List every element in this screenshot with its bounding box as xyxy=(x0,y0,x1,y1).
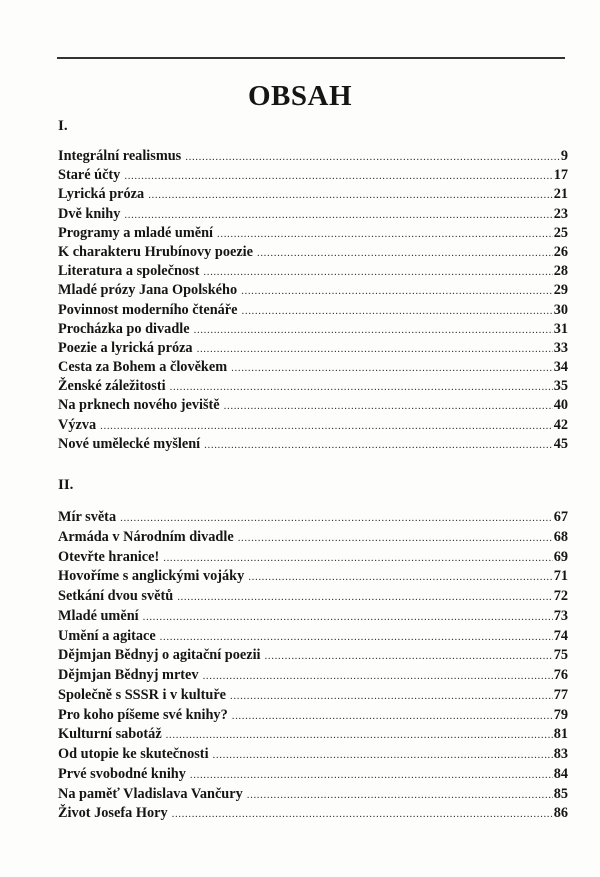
toc-entry-page: 9 xyxy=(560,148,568,164)
dot-leader xyxy=(160,631,553,643)
toc-entry-page: 83 xyxy=(553,746,568,762)
toc-entry-title: Prvé svobodné knihy xyxy=(58,765,186,782)
dot-leader xyxy=(177,591,553,603)
toc-entry-title: Programy a mladé umění xyxy=(58,224,213,241)
dot-leader xyxy=(232,710,553,722)
toc-entry-title: Ženské záležitosti xyxy=(58,378,166,395)
toc-entry-page: 86 xyxy=(553,805,568,822)
toc-entry-page: 25 xyxy=(553,224,568,241)
toc-entry xyxy=(58,509,568,529)
toc-entry-page: 33 xyxy=(553,339,568,356)
toc-entry xyxy=(58,588,568,608)
dot-leader xyxy=(170,381,553,393)
dot-leader xyxy=(230,690,553,702)
toc-entry-page: 30 xyxy=(553,301,568,318)
toc-entry xyxy=(58,568,568,588)
toc-entry xyxy=(58,667,568,687)
toc-entry xyxy=(58,186,568,205)
toc-entry-page: 67 xyxy=(553,509,568,525)
dot-leader xyxy=(124,209,552,221)
toc-entry xyxy=(58,340,568,359)
toc-entry-title: Kulturní sabotáž xyxy=(58,726,162,743)
toc-entry xyxy=(58,726,568,746)
toc-entry xyxy=(58,707,568,727)
dot-leader xyxy=(248,571,552,583)
toc-entry-title: Život Josefa Hory xyxy=(58,805,168,822)
dot-leader xyxy=(185,151,560,163)
toc-entry-page: 73 xyxy=(553,607,568,624)
toc-entry xyxy=(58,397,568,416)
toc-entry-title: Od utopie ke skutečnosti xyxy=(58,746,209,762)
toc-entry-title: Společně s SSSR i v kultuře xyxy=(58,686,227,703)
dot-leader xyxy=(120,512,553,524)
dot-leader xyxy=(203,266,552,278)
dot-leader xyxy=(242,305,553,317)
dot-leader xyxy=(194,324,553,336)
toc-entry-page: 45 xyxy=(553,435,568,452)
toc-entry-page: 40 xyxy=(553,397,568,414)
toc-entry xyxy=(58,167,568,186)
toc-entry-page: 76 xyxy=(553,667,568,683)
toc-entry-page: 26 xyxy=(553,243,568,260)
toc-entry-page: 69 xyxy=(553,548,568,565)
toc-entry-title: Dějmjan Bědnyj mrtev xyxy=(58,667,199,683)
toc-entry xyxy=(58,302,568,321)
toc-entry xyxy=(58,263,568,282)
toc-entry xyxy=(58,359,568,378)
toc-entry-title: K charakteru Hrubínovy poezie xyxy=(58,243,253,260)
toc-entry-title: Pro koho píšeme své knihy? xyxy=(58,706,228,723)
section-heading-1: I. xyxy=(58,118,68,134)
toc-entry-title: Integrální realismus xyxy=(58,148,182,164)
toc-entry-page: 31 xyxy=(553,320,568,337)
toc-entry-title: Literatura a společnost xyxy=(58,263,200,280)
dot-leader xyxy=(163,552,552,564)
dot-leader xyxy=(190,769,553,781)
toc-entry xyxy=(58,321,568,340)
toc-entry-title: Armáda v Národním divadle xyxy=(58,528,234,545)
dot-leader xyxy=(217,228,553,240)
toc-entry-title: Dvě knihy xyxy=(58,205,121,222)
toc-entry-title: Lyrická próza xyxy=(58,186,145,203)
toc-entry-page: 74 xyxy=(553,627,568,644)
dot-leader xyxy=(231,362,553,374)
toc-entry xyxy=(58,805,568,825)
toc-entry xyxy=(58,549,568,569)
toc-entry xyxy=(58,608,568,628)
toc-entry-title: Nové umělecké myšlení xyxy=(58,435,201,452)
section-heading-2: II. xyxy=(58,477,74,493)
toc-entry-title: Výzva xyxy=(58,416,97,433)
toc-entry-page: 29 xyxy=(553,282,568,299)
toc-entry-title: Otevřte hranice! xyxy=(58,548,160,565)
toc-entry xyxy=(58,148,568,167)
toc-entry xyxy=(58,417,568,436)
dot-leader xyxy=(172,808,553,820)
toc-entry xyxy=(58,244,568,263)
dot-leader xyxy=(224,400,553,412)
toc-entry xyxy=(58,746,568,766)
toc-entry-page: 21 xyxy=(553,186,568,203)
toc-entry xyxy=(58,647,568,667)
toc-entry-title: Na paměť Vladislava Vančury xyxy=(58,785,243,802)
toc-entry xyxy=(58,786,568,806)
dot-leader xyxy=(143,611,553,623)
toc-entry-page: 79 xyxy=(553,706,568,723)
toc-entry-page: 23 xyxy=(553,205,568,222)
dot-leader xyxy=(265,650,553,662)
toc-entry-page: 17 xyxy=(553,167,568,184)
top-rule xyxy=(57,57,565,59)
dot-leader xyxy=(247,789,553,801)
toc-entry-title: Staré účty xyxy=(58,167,121,184)
toc-entry-title: Dějmjan Bědnyj o agitační poezii xyxy=(58,647,261,664)
toc-entry-title: Setkání dvou světů xyxy=(58,588,174,604)
toc-entry-page: 35 xyxy=(553,378,568,395)
toc-entry-page: 68 xyxy=(553,528,568,545)
toc-entry-title: Mladé prózy Jana Opolského xyxy=(58,282,238,299)
toc-entry xyxy=(58,687,568,707)
toc-entry xyxy=(58,436,568,455)
toc-entry-title: Procházka po divadle xyxy=(58,320,190,337)
dot-leader xyxy=(257,247,553,259)
dot-leader xyxy=(238,532,553,544)
dot-leader xyxy=(241,285,553,297)
toc-entry xyxy=(58,206,568,225)
toc-entry-title: Mladé umění xyxy=(58,607,139,624)
toc-entry-page: 42 xyxy=(553,416,568,433)
dot-leader xyxy=(213,749,553,761)
toc-list-1 xyxy=(58,148,568,455)
toc-entry-title: Poezie a lyrická próza xyxy=(58,339,193,356)
toc-list-2 xyxy=(58,509,568,825)
toc-entry-page: 75 xyxy=(553,647,568,664)
toc-entry xyxy=(58,225,568,244)
toc-entry-title: Mír světa xyxy=(58,509,117,525)
toc-entry xyxy=(58,378,568,397)
toc-entry-page: 81 xyxy=(553,726,568,743)
toc-entry-page: 28 xyxy=(553,263,568,280)
dot-leader xyxy=(203,670,553,682)
toc-entry-title: Hovoříme s anglickými vojáky xyxy=(58,568,245,585)
dot-leader xyxy=(166,729,553,741)
dot-leader xyxy=(124,170,552,182)
toc-entry-page: 71 xyxy=(553,568,568,585)
toc-entry-title: Cesta za Bohem a člověkem xyxy=(58,359,228,376)
page-title: OBSAH xyxy=(247,80,353,112)
dot-leader xyxy=(148,189,553,201)
toc-entry xyxy=(58,282,568,301)
toc-entry-page: 34 xyxy=(553,359,568,376)
dot-leader xyxy=(204,439,553,451)
toc-entry-title: Umění a agitace xyxy=(58,627,156,644)
dot-leader xyxy=(100,420,553,432)
dot-leader xyxy=(197,343,553,355)
toc-entry xyxy=(58,766,568,786)
toc-entry xyxy=(58,529,568,549)
toc-entry-page: 77 xyxy=(553,686,568,703)
toc-entry-title: Povinnost moderního čtenáře xyxy=(58,301,238,318)
toc-entry-title: Na prknech nového jeviště xyxy=(58,397,220,414)
toc-entry-page: 84 xyxy=(553,765,568,782)
toc-entry xyxy=(58,628,568,648)
toc-entry-page: 72 xyxy=(553,588,568,604)
toc-entry-page: 85 xyxy=(553,785,568,802)
